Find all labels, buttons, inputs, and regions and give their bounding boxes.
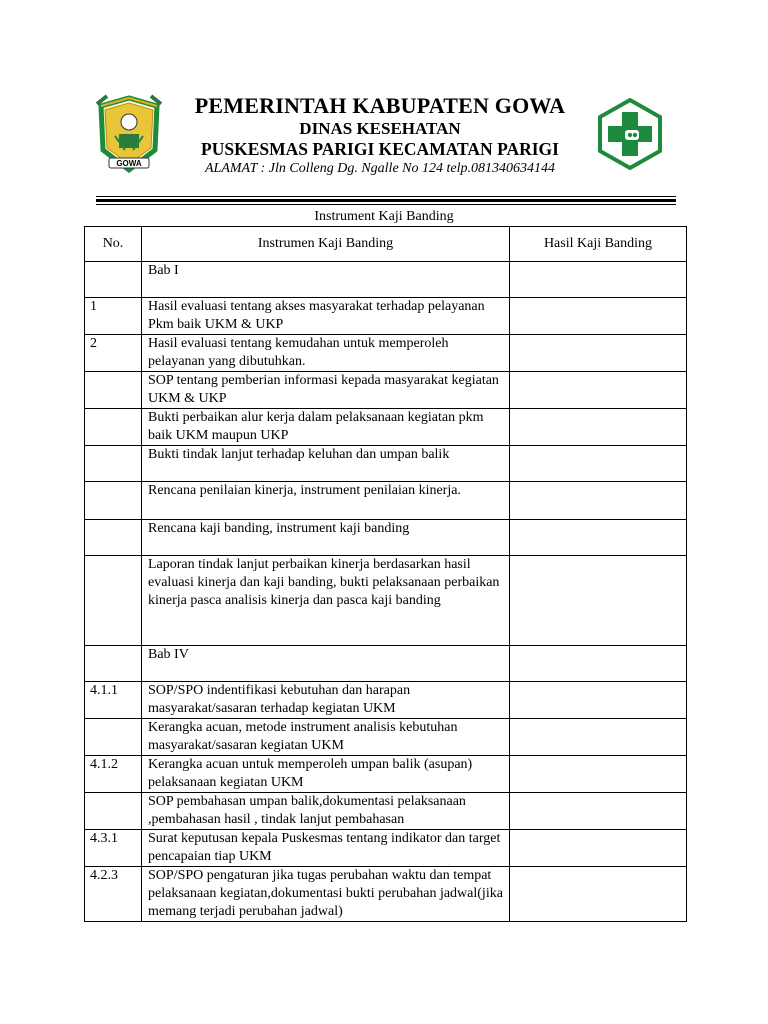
row-number: 4.1.1 <box>85 682 142 719</box>
table-row <box>85 830 687 867</box>
row-number <box>85 556 142 646</box>
row-instrument: Bab IV <box>142 646 510 682</box>
table-row <box>85 335 687 372</box>
header-divider-thick <box>96 199 676 202</box>
row-instrument: SOP tentang pemberian informasi kepada masyarakat kegiatan UKM & UKP <box>142 372 510 409</box>
table-row <box>85 719 687 756</box>
row-result <box>510 793 687 830</box>
header-divider-bottom <box>96 204 676 205</box>
row-result <box>510 830 687 867</box>
column-header-no: No. <box>85 227 142 262</box>
row-instrument: Bukti tindak lanjut terhadap keluhan dan umpan balik <box>142 446 510 482</box>
row-number <box>85 520 142 556</box>
letterhead-address: ALAMAT : Jln Colleng Dg. Ngalle No 124 telp.081340634144 <box>205 161 555 176</box>
row-instrument: Rencana penilaian kinerja, instrument penilaian kinerja. <box>142 482 510 520</box>
table-row <box>85 262 687 298</box>
row-instrument: SOP pembahasan umpan balik,dokumentasi pelaksanaan ,pembahasan hasil , tindak lanjut pembahasan <box>142 793 510 830</box>
table-row <box>85 409 687 446</box>
kaji-banding-table <box>84 226 687 922</box>
gowa-logo-label: GOWA <box>116 159 142 168</box>
row-instrument: Hasil evaluasi tentang kemudahan untuk memperoleh pelayanan yang dibutuhkan. <box>142 335 510 372</box>
row-number <box>85 409 142 446</box>
letterhead-department: DINAS KESEHATAN <box>299 119 461 138</box>
row-instrument: Bab I <box>142 262 510 298</box>
puskesmas-cross-icon <box>596 98 664 170</box>
table-row <box>85 298 687 335</box>
row-result <box>510 482 687 520</box>
table-row <box>85 446 687 482</box>
row-number: 1 <box>85 298 142 335</box>
row-result <box>510 372 687 409</box>
table-row <box>85 682 687 719</box>
row-instrument: Kerangka acuan untuk memperoleh umpan balik (asupan) pelaksanaan kegiatan UKM <box>142 756 510 793</box>
row-number <box>85 719 142 756</box>
row-result <box>510 262 687 298</box>
letterhead <box>170 93 590 178</box>
row-number <box>85 793 142 830</box>
row-instrument: Surat keputusan kepala Puskesmas tentang indikator dan target pencapaian tiap UKM <box>142 830 510 867</box>
row-result <box>510 556 687 646</box>
row-result <box>510 867 687 922</box>
row-instrument: Hasil evaluasi tentang akses masyarakat terhadap pelayanan Pkm baik UKM & UKP <box>142 298 510 335</box>
row-instrument: Laporan tindak lanjut perbaikan kinerja berdasarkan hasil evaluasi kinerja dan kaji banding, bukti pelaksanaan perbaikan kinerja pasca analisis kinerja dan pasca kaji banding <box>142 556 510 646</box>
row-number: 4.2.3 <box>85 867 142 922</box>
row-result <box>510 446 687 482</box>
row-instrument: Kerangka acuan, metode instrument analisis kebutuhan masyarakat/sasaran kegiatan UKM <box>142 719 510 756</box>
table-row <box>85 372 687 409</box>
row-number: 4.3.1 <box>85 830 142 867</box>
table-row <box>85 646 687 682</box>
row-result <box>510 520 687 556</box>
row-number <box>85 446 142 482</box>
table-header-row <box>85 227 687 262</box>
row-result <box>510 756 687 793</box>
gowa-emblem-icon <box>95 92 163 180</box>
table-row <box>85 867 687 922</box>
table-row <box>85 793 687 830</box>
row-instrument: Bukti perbaikan alur kerja dalam pelaksanaan kegiatan pkm baik UKM maupun UKP <box>142 409 510 446</box>
table-row <box>85 756 687 793</box>
row-instrument: SOP/SPO indentifikasi kebutuhan dan harapan masyarakat/sasaran terhadap kegiatan UKM <box>142 682 510 719</box>
row-result <box>510 335 687 372</box>
row-result <box>510 682 687 719</box>
row-number <box>85 646 142 682</box>
table-row <box>85 482 687 520</box>
row-instrument: Rencana kaji banding, instrument kaji banding <box>142 520 510 556</box>
row-result <box>510 298 687 335</box>
row-result <box>510 719 687 756</box>
row-instrument: SOP/SPO pengaturan jika tugas perubahan waktu dan tempat pelaksanaan kegiatan,dokumentasi bukti perubahan jadwal(jika memang terjadi perubahan jadwal) <box>142 867 510 922</box>
row-number: 2 <box>85 335 142 372</box>
header-divider-thin <box>96 196 676 197</box>
row-number <box>85 372 142 409</box>
document-title: Instrument Kaji Banding <box>314 209 454 224</box>
row-number <box>85 262 142 298</box>
table-row <box>85 556 687 646</box>
column-header-result: Hasil Kaji Banding <box>510 227 687 262</box>
row-number: 4.1.2 <box>85 756 142 793</box>
row-result <box>510 409 687 446</box>
row-number <box>85 482 142 520</box>
letterhead-puskesmas: PUSKESMAS PARIGI KECAMATAN PARIGI <box>201 139 559 159</box>
column-header-instrument: Instrumen Kaji Banding <box>142 227 510 262</box>
row-result <box>510 646 687 682</box>
table-row <box>85 520 687 556</box>
letterhead-government: PEMERINTAH KABUPATEN GOWA <box>194 93 566 118</box>
